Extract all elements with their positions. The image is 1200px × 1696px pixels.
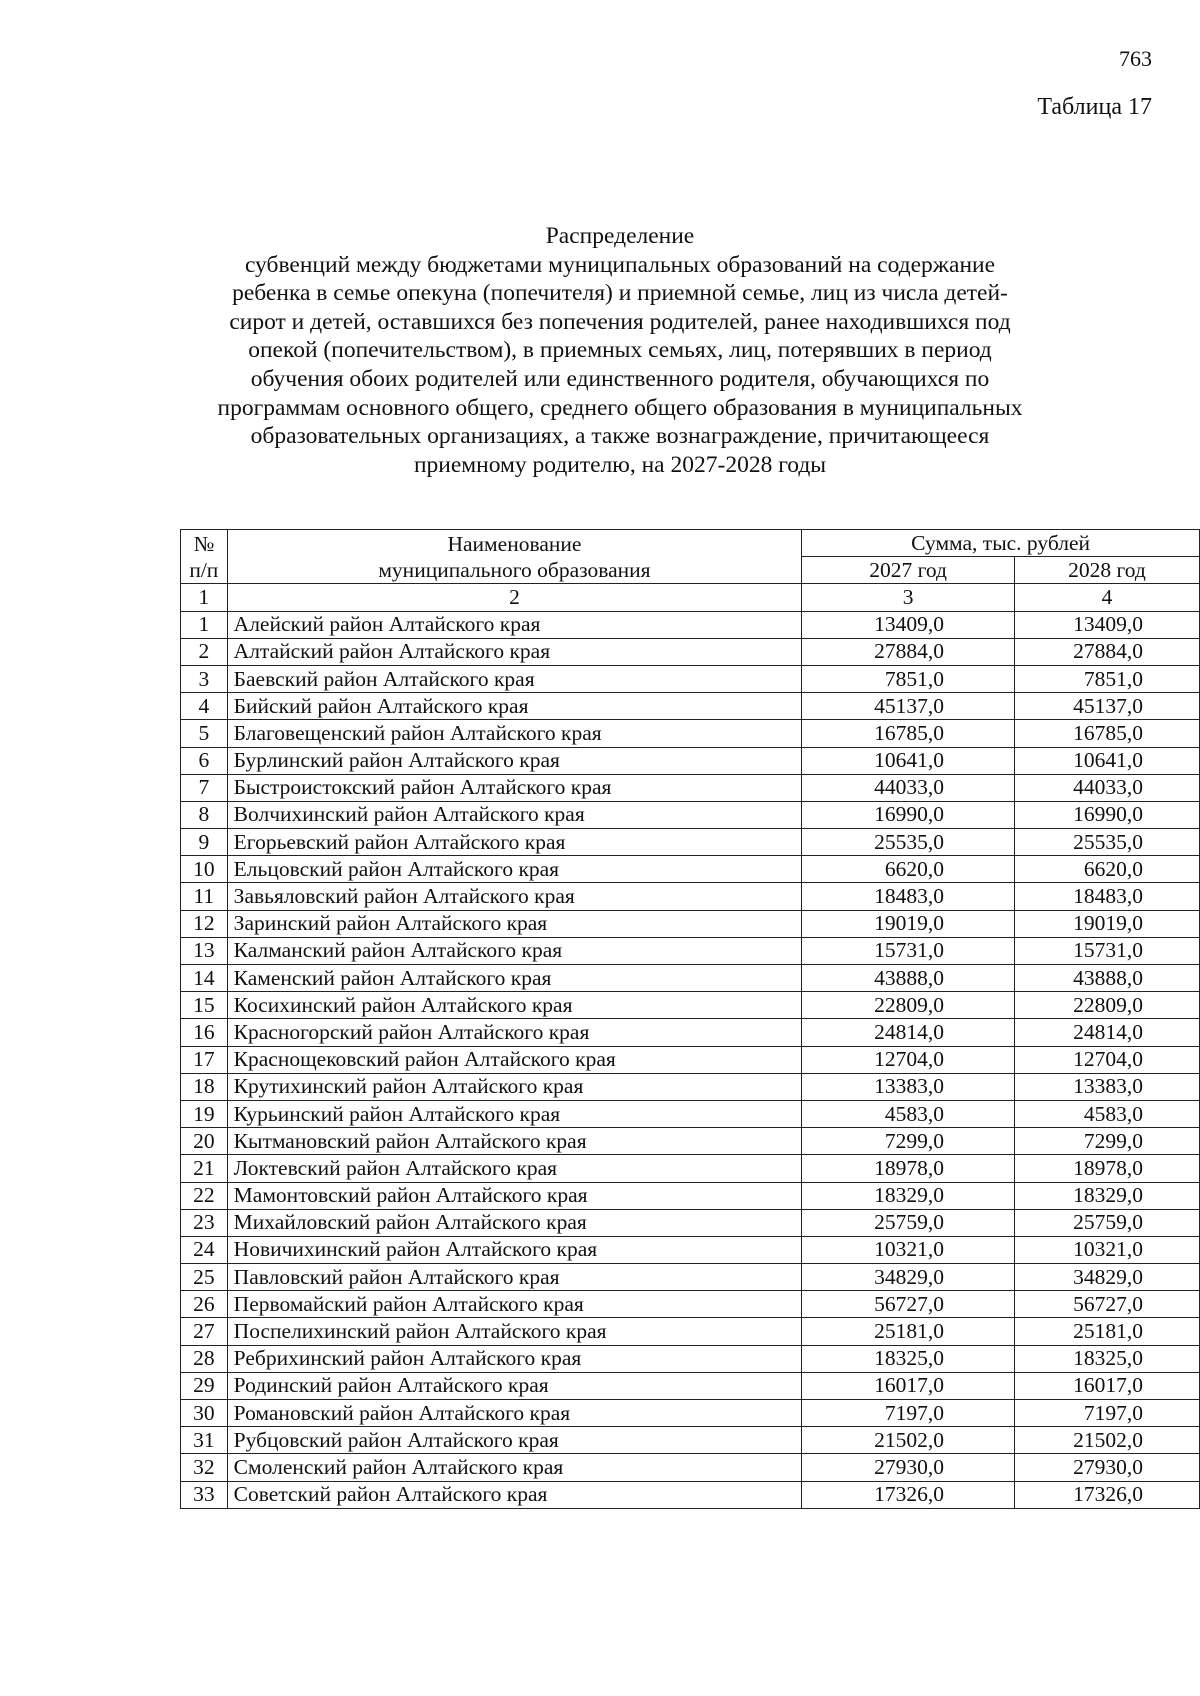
amount-2027: 4583,0 bbox=[802, 1100, 1015, 1127]
municipality-name: Алейский район Алтайского края bbox=[227, 611, 802, 638]
amount-2028: 18325,0 bbox=[1014, 1345, 1199, 1372]
row-number: 13 bbox=[181, 937, 228, 964]
municipality-name: Советский район Алтайского края bbox=[227, 1481, 802, 1508]
amount-2027: 15731,0 bbox=[802, 937, 1015, 964]
amount-2028: 16990,0 bbox=[1014, 801, 1199, 828]
amount-2027: 21502,0 bbox=[802, 1427, 1015, 1454]
amount-2027: 45137,0 bbox=[802, 693, 1015, 720]
municipality-name: Косихинский район Алтайского края bbox=[227, 992, 802, 1019]
table-row bbox=[181, 1046, 1200, 1073]
amount-2028: 15731,0 bbox=[1014, 937, 1199, 964]
amount-2027: 16785,0 bbox=[802, 720, 1015, 747]
municipality-name: Ребрихинский район Алтайского края bbox=[227, 1345, 802, 1372]
amount-2028: 22809,0 bbox=[1014, 992, 1199, 1019]
amount-2028: 45137,0 bbox=[1014, 693, 1199, 720]
amount-2028: 17326,0 bbox=[1014, 1481, 1199, 1508]
municipality-name: Михайловский район Алтайского края bbox=[227, 1209, 802, 1236]
table-row bbox=[181, 1291, 1200, 1318]
municipality-name: Бийский район Алтайского края bbox=[227, 693, 802, 720]
row-number: 11 bbox=[181, 883, 228, 910]
table-row bbox=[181, 1264, 1200, 1291]
row-number: 17 bbox=[181, 1046, 228, 1073]
table-row bbox=[181, 801, 1200, 828]
amount-2028: 6620,0 bbox=[1014, 856, 1199, 883]
table-row bbox=[181, 693, 1200, 720]
header-number bbox=[181, 530, 228, 584]
row-number: 21 bbox=[181, 1155, 228, 1182]
row-number: 28 bbox=[181, 1345, 228, 1372]
amount-2028: 27884,0 bbox=[1014, 638, 1199, 665]
row-number: 20 bbox=[181, 1128, 228, 1155]
amount-2027: 27884,0 bbox=[802, 638, 1015, 665]
title-heading: Распределение bbox=[545, 223, 695, 249]
table-row bbox=[181, 665, 1200, 692]
amount-2027: 56727,0 bbox=[802, 1291, 1015, 1318]
table-row bbox=[181, 1209, 1200, 1236]
row-number: 1 bbox=[181, 611, 228, 638]
municipality-name: Крутихинский район Алтайского края bbox=[227, 1073, 802, 1100]
table-row bbox=[181, 1236, 1200, 1263]
table-row bbox=[181, 910, 1200, 937]
row-number: 18 bbox=[181, 1073, 228, 1100]
municipality-name: Локтевский район Алтайского края bbox=[227, 1155, 802, 1182]
row-number: 30 bbox=[181, 1400, 228, 1427]
municipality-name: Первомайский район Алтайского края bbox=[227, 1291, 802, 1318]
amount-2028: 16017,0 bbox=[1014, 1372, 1199, 1399]
row-number: 12 bbox=[181, 910, 228, 937]
col-index-1: 1 bbox=[181, 584, 228, 611]
amount-2028: 34829,0 bbox=[1014, 1264, 1199, 1291]
amount-2028: 44033,0 bbox=[1014, 774, 1199, 801]
header-name bbox=[227, 530, 802, 584]
amount-2028: 19019,0 bbox=[1014, 910, 1199, 937]
amount-2027: 7299,0 bbox=[802, 1128, 1015, 1155]
row-number: 5 bbox=[181, 720, 228, 747]
amount-2027: 16990,0 bbox=[802, 801, 1015, 828]
amount-2028: 18329,0 bbox=[1014, 1182, 1199, 1209]
column-number-row bbox=[181, 584, 1200, 611]
distribution-table bbox=[180, 529, 1200, 1509]
municipality-name: Заринский район Алтайского края bbox=[227, 910, 802, 937]
header-number-bottom: п/п bbox=[189, 557, 219, 582]
row-number: 4 bbox=[181, 693, 228, 720]
row-number: 24 bbox=[181, 1236, 228, 1263]
table-row bbox=[181, 638, 1200, 665]
amount-2028: 13409,0 bbox=[1014, 611, 1199, 638]
amount-2027: 44033,0 bbox=[802, 774, 1015, 801]
header-sum: Сумма, тыс. рублей bbox=[802, 530, 1200, 557]
amount-2027: 25181,0 bbox=[802, 1318, 1015, 1345]
title-line: опекой (попечительством), в приемных семьях, лиц, потерявших в период bbox=[248, 337, 992, 364]
municipality-name: Каменский район Алтайского края bbox=[227, 965, 802, 992]
row-number: 2 bbox=[181, 638, 228, 665]
row-number: 31 bbox=[181, 1427, 228, 1454]
amount-2027: 18325,0 bbox=[802, 1345, 1015, 1372]
amount-2027: 34829,0 bbox=[802, 1264, 1015, 1291]
header-name-bottom: муниципального образования bbox=[378, 557, 651, 582]
table-row bbox=[181, 1073, 1200, 1100]
municipality-name: Завьяловский район Алтайского края bbox=[227, 883, 802, 910]
row-number: 29 bbox=[181, 1372, 228, 1399]
municipality-name: Красногорский район Алтайского края bbox=[227, 1019, 802, 1046]
municipality-name: Егорьевский район Алтайского края bbox=[227, 829, 802, 856]
amount-2027: 12704,0 bbox=[802, 1046, 1015, 1073]
table-row bbox=[181, 720, 1200, 747]
title-line: ребенка в семье опекуна (попечителя) и приемной семье, лиц из числа детей- bbox=[232, 280, 1008, 307]
title-line: обучения обоих родителей или единственного родителя, обучающихся по bbox=[250, 365, 990, 392]
header-name-top: Наименование bbox=[447, 531, 582, 556]
municipality-name: Романовский район Алтайского края bbox=[227, 1400, 802, 1427]
row-number: 16 bbox=[181, 1019, 228, 1046]
amount-2027: 19019,0 bbox=[802, 910, 1015, 937]
amount-2028: 25181,0 bbox=[1014, 1318, 1199, 1345]
amount-2028: 7197,0 bbox=[1014, 1400, 1199, 1427]
table-row bbox=[181, 1372, 1200, 1399]
amount-2028: 7299,0 bbox=[1014, 1128, 1199, 1155]
amount-2027: 25535,0 bbox=[802, 829, 1015, 856]
table-row bbox=[181, 1318, 1200, 1345]
table-row bbox=[181, 1182, 1200, 1209]
amount-2028: 25759,0 bbox=[1014, 1209, 1199, 1236]
table-row bbox=[181, 1454, 1200, 1481]
municipality-name: Благовещенский район Алтайского края bbox=[227, 720, 802, 747]
table-row bbox=[181, 1400, 1200, 1427]
row-number: 23 bbox=[181, 1209, 228, 1236]
amount-2028: 24814,0 bbox=[1014, 1019, 1199, 1046]
row-number: 6 bbox=[181, 747, 228, 774]
amount-2028: 56727,0 bbox=[1014, 1291, 1199, 1318]
amount-2028: 21502,0 bbox=[1014, 1427, 1199, 1454]
amount-2028: 13383,0 bbox=[1014, 1073, 1199, 1100]
table-row bbox=[181, 883, 1200, 910]
row-number: 10 bbox=[181, 856, 228, 883]
amount-2027: 24814,0 bbox=[802, 1019, 1015, 1046]
row-number: 22 bbox=[181, 1182, 228, 1209]
amount-2028: 43888,0 bbox=[1014, 965, 1199, 992]
amount-2028: 7851,0 bbox=[1014, 665, 1199, 692]
row-number: 8 bbox=[181, 801, 228, 828]
amount-2027: 13409,0 bbox=[802, 611, 1015, 638]
municipality-name: Кытмановский район Алтайского края bbox=[227, 1128, 802, 1155]
municipality-name: Быстроистокский район Алтайского края bbox=[227, 774, 802, 801]
amount-2028: 4583,0 bbox=[1014, 1100, 1199, 1127]
row-number: 25 bbox=[181, 1264, 228, 1291]
municipality-name: Поспелихинский район Алтайского края bbox=[227, 1318, 802, 1345]
table-label: Таблица 17 bbox=[1037, 94, 1152, 120]
row-number: 33 bbox=[181, 1481, 228, 1508]
table-row bbox=[181, 829, 1200, 856]
header-2028: 2028 год bbox=[1014, 557, 1199, 584]
amount-2027: 22809,0 bbox=[802, 992, 1015, 1019]
table-row bbox=[181, 611, 1200, 638]
table-row bbox=[181, 1100, 1200, 1127]
table-row bbox=[181, 856, 1200, 883]
table-row bbox=[181, 1019, 1200, 1046]
municipality-name: Рубцовский район Алтайского края bbox=[227, 1427, 802, 1454]
amount-2027: 7197,0 bbox=[802, 1400, 1015, 1427]
row-number: 19 bbox=[181, 1100, 228, 1127]
amount-2028: 27930,0 bbox=[1014, 1454, 1199, 1481]
amount-2028: 16785,0 bbox=[1014, 720, 1199, 747]
row-number: 32 bbox=[181, 1454, 228, 1481]
header-number-top: № bbox=[193, 531, 215, 556]
header-2027: 2027 год bbox=[802, 557, 1015, 584]
row-number: 14 bbox=[181, 965, 228, 992]
amount-2028: 18978,0 bbox=[1014, 1155, 1199, 1182]
municipality-name: Смоленский район Алтайского края bbox=[227, 1454, 802, 1481]
amount-2027: 6620,0 bbox=[802, 856, 1015, 883]
amount-2027: 10321,0 bbox=[802, 1236, 1015, 1263]
page-number: 763 bbox=[1119, 46, 1152, 71]
municipality-name: Алтайский район Алтайского края bbox=[227, 638, 802, 665]
amount-2027: 25759,0 bbox=[802, 1209, 1015, 1236]
municipality-name: Павловский район Алтайского края bbox=[227, 1264, 802, 1291]
amount-2027: 10641,0 bbox=[802, 747, 1015, 774]
amount-2028: 12704,0 bbox=[1014, 1046, 1199, 1073]
municipality-name: Родинский район Алтайского края bbox=[227, 1372, 802, 1399]
table-header-row bbox=[181, 530, 1200, 557]
amount-2027: 27930,0 bbox=[802, 1454, 1015, 1481]
municipality-name: Ельцовский район Алтайского края bbox=[227, 856, 802, 883]
title-line: программам основного общего, среднего общего образования в муниципальных bbox=[217, 394, 1023, 421]
amount-2027: 17326,0 bbox=[802, 1481, 1015, 1508]
municipality-name: Баевский район Алтайского края bbox=[227, 665, 802, 692]
table-row bbox=[181, 965, 1200, 992]
title-line: приемному родителю, на 2027-2028 годы bbox=[413, 451, 827, 478]
municipality-name: Мамонтовский район Алтайского края bbox=[227, 1182, 802, 1209]
amount-2027: 16017,0 bbox=[802, 1372, 1015, 1399]
municipality-name: Бурлинский район Алтайского края bbox=[227, 747, 802, 774]
row-number: 27 bbox=[181, 1318, 228, 1345]
municipality-name: Калманский район Алтайского края bbox=[227, 937, 802, 964]
row-number: 26 bbox=[181, 1291, 228, 1318]
municipality-name: Краснощековский район Алтайского края bbox=[227, 1046, 802, 1073]
amount-2027: 18978,0 bbox=[802, 1155, 1015, 1182]
title-line: образовательных организациях, а также вознаграждение, причитающееся bbox=[250, 423, 990, 450]
col-index-3: 3 bbox=[802, 584, 1015, 611]
table-row bbox=[181, 992, 1200, 1019]
table-row bbox=[181, 1427, 1200, 1454]
amount-2028: 18483,0 bbox=[1014, 883, 1199, 910]
row-number: 7 bbox=[181, 774, 228, 801]
amount-2028: 10321,0 bbox=[1014, 1236, 1199, 1263]
table-row bbox=[181, 1155, 1200, 1182]
municipality-name: Новичихинский район Алтайского края bbox=[227, 1236, 802, 1263]
col-index-2: 2 bbox=[227, 584, 802, 611]
amount-2028: 25535,0 bbox=[1014, 829, 1199, 856]
table-row bbox=[181, 774, 1200, 801]
table-row bbox=[181, 937, 1200, 964]
document-title bbox=[160, 222, 1080, 479]
amount-2027: 7851,0 bbox=[802, 665, 1015, 692]
table-row bbox=[181, 1345, 1200, 1372]
table-row bbox=[181, 1128, 1200, 1155]
amount-2027: 43888,0 bbox=[802, 965, 1015, 992]
title-line: сирот и детей, оставшихся без попечения родителей, ранее находившихся под bbox=[229, 308, 1011, 335]
row-number: 15 bbox=[181, 992, 228, 1019]
row-number: 3 bbox=[181, 665, 228, 692]
row-number: 9 bbox=[181, 829, 228, 856]
municipality-name: Курьинский район Алтайского края bbox=[227, 1100, 802, 1127]
col-index-4: 4 bbox=[1014, 584, 1199, 611]
title-line: субвенций между бюджетами муниципальных образований на содержание bbox=[244, 251, 996, 278]
amount-2027: 18483,0 bbox=[802, 883, 1015, 910]
amount-2028: 10641,0 bbox=[1014, 747, 1199, 774]
municipality-name: Волчихинский район Алтайского края bbox=[227, 801, 802, 828]
table-row bbox=[181, 747, 1200, 774]
amount-2027: 13383,0 bbox=[802, 1073, 1015, 1100]
table-row bbox=[181, 1481, 1200, 1508]
amount-2027: 18329,0 bbox=[802, 1182, 1015, 1209]
